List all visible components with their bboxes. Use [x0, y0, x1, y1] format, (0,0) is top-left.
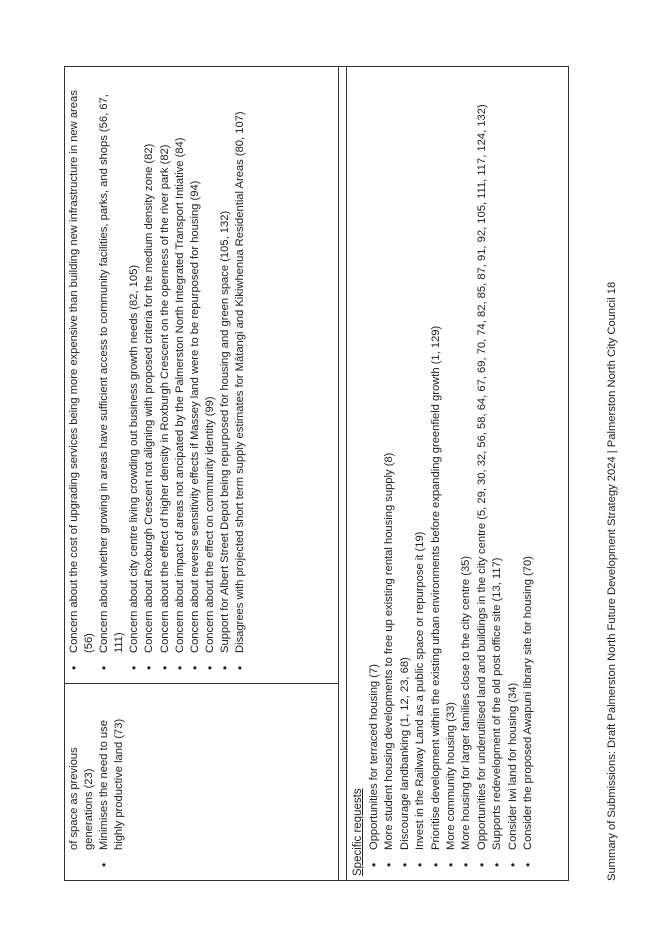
- list-item: • Discourage landbanking (1, 12, 23, 68): [398, 75, 413, 872]
- list-item: • Concern about whether growing in areas have sufficient access to community facilities, parks, and shops (56, 67, 111): [97, 75, 127, 675]
- specific-requests-section: [347, 67, 568, 880]
- list-item: • Consider the proposed Awapuni library site for housing (70): [521, 75, 536, 872]
- section-title: Specific requests: [352, 788, 364, 876]
- list-item: • Concern about city centre living crowding out business growth needs (82, 105): [127, 75, 142, 675]
- list-item: • More housing for larger families close to the city centre (35): [459, 75, 474, 872]
- requests-list: [366, 67, 536, 880]
- page-footer: Summary of Submissions: Draft Palmerston North Future Development Strategy 2024 | Palmerston North City Council 18: [606, 281, 618, 881]
- list-item: • Invest in the Railway Land as a public space or repurpose it (19): [413, 75, 428, 872]
- list-item: of space as previous generations (23): [68, 747, 96, 850]
- list-item: • Supports redevelopment of the old post office site (13, 117): [490, 75, 505, 872]
- list-item: • Concern about impact of areas not ancipated by the Palmerston North Integrated Transport Intiative (84): [173, 75, 188, 675]
- list-item: • Concern about the effect of higher density in Roxburgh Crescent on the openness of the river park (82): [158, 75, 173, 675]
- list-item: • Consider Iwi land for housing (34): [506, 75, 521, 872]
- left-column: [65, 683, 338, 880]
- list-item: • Disagrees with projected short term supply estimates for Mātangi and Kikiwhenua Residential Areas (80, 107): [233, 75, 248, 675]
- list-item: • Support for Albert Street Depot being repurposed for housing and green space (105, 132): [218, 75, 233, 675]
- table-row-concerns: [65, 67, 339, 880]
- section-header-row: [338, 67, 347, 880]
- list-item: • Concern about reverse sensitivity effects if Massey land were to be repurposed for housing (94): [188, 75, 203, 675]
- list-item: • Concern about the effect on community identity (99): [203, 75, 218, 675]
- list-item: • Concern about the cost of upgrading services being more expensive than building new infrastructure in new areas (56): [67, 75, 97, 675]
- list-item: • More student housing developments to free up existing rental housing supply (8): [382, 75, 397, 872]
- right-list: [65, 67, 248, 683]
- list-item: • Opportunities for underutilised land and buildings in the city centre (5, 29, 30, 32, 56, 58, 64, 67, 69, 70, 74, 82, 85, 87, 91, 92, 105, 111, 117, 124, 132): [475, 75, 490, 872]
- list-item: • More community housing (33): [444, 75, 459, 872]
- left-list: [65, 684, 127, 880]
- list-item: • Prioritise development within the existing urban environments before expanding greenfield growth (1, 129): [429, 75, 444, 872]
- submissions-table: [64, 66, 569, 881]
- list-item: • Opportunities for terraced housing (7): [367, 75, 382, 872]
- right-column: [65, 67, 338, 683]
- list-item: • Minimises the need to use highly productive land (73): [97, 690, 127, 872]
- list-item: • Concern about Roxburgh Crescent not aligning with proposed criteria for the medium density zone (82): [142, 75, 157, 675]
